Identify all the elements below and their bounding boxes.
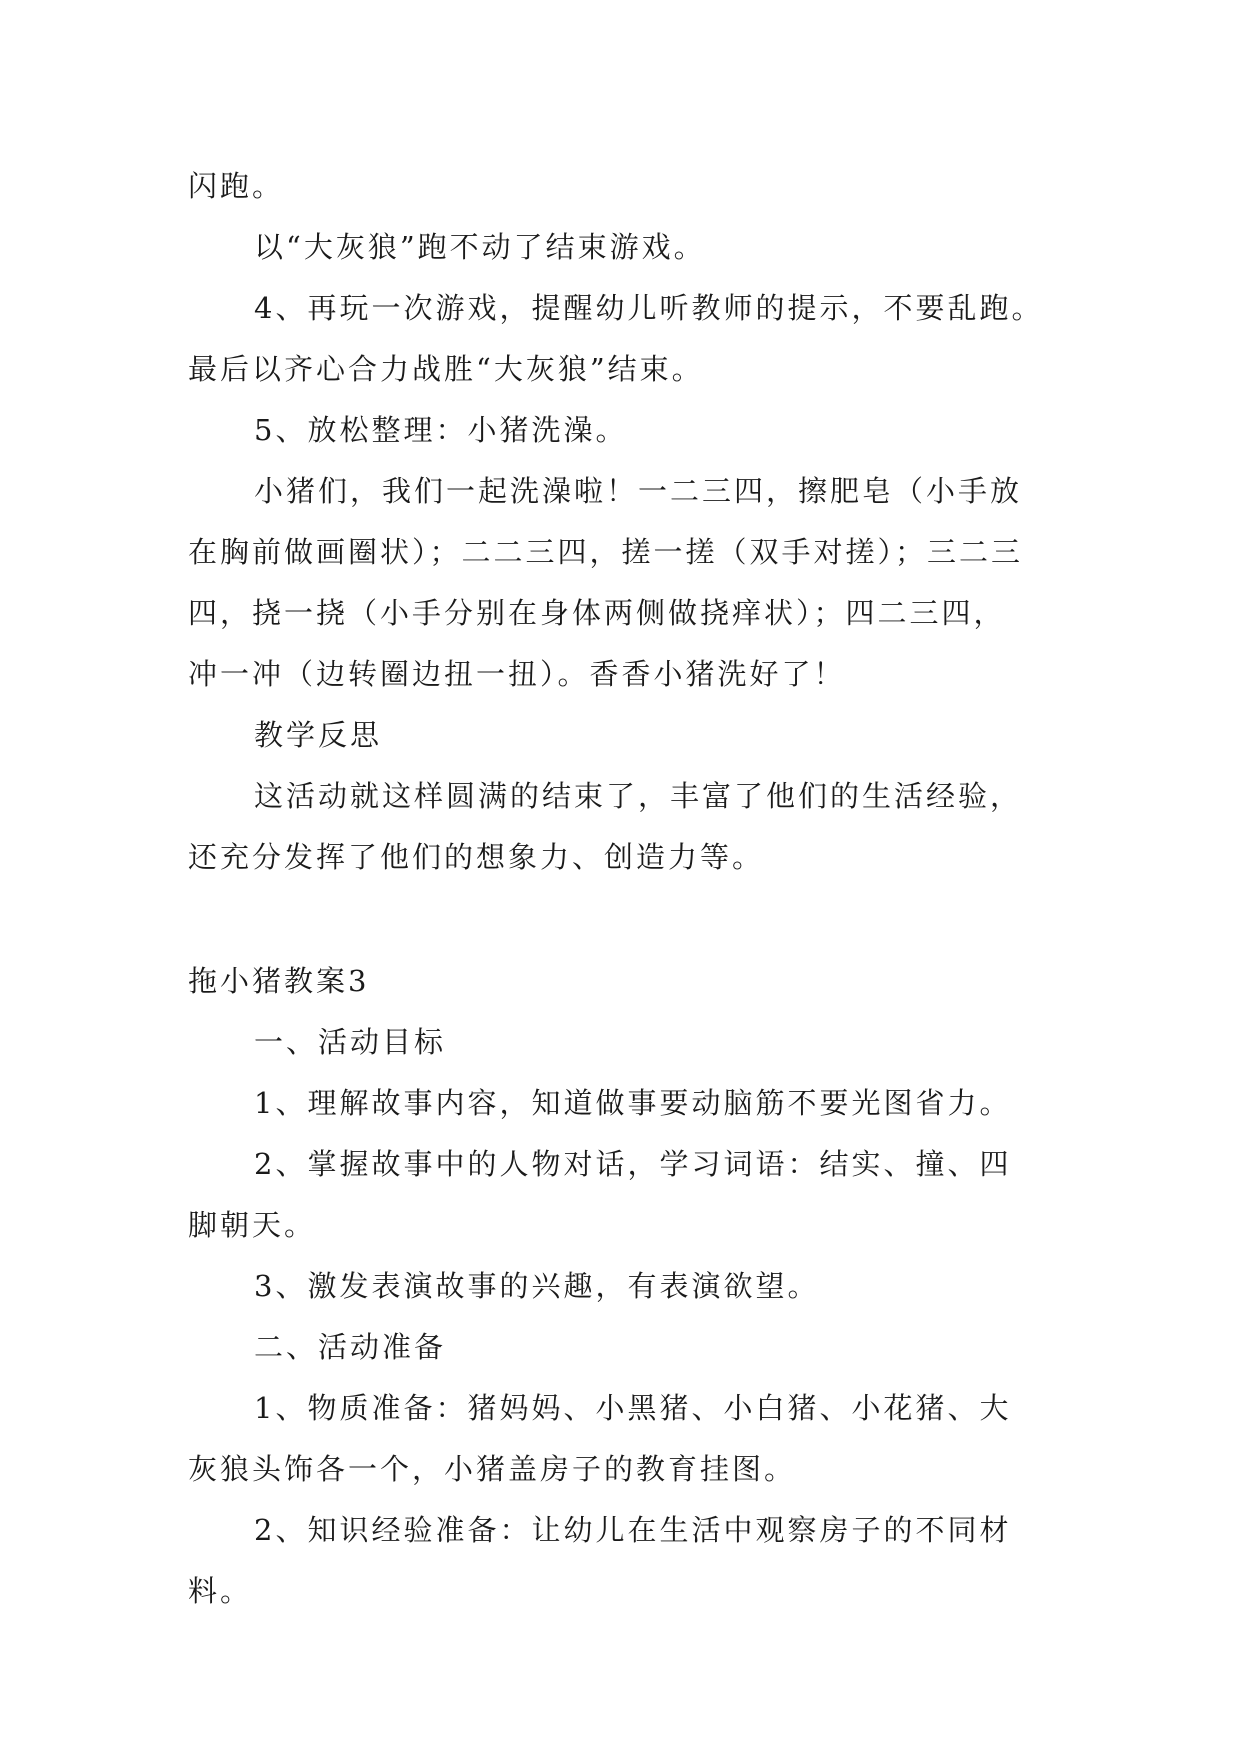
text-line: 闪跑。 xyxy=(188,169,285,203)
text-line: 最后以齐心合力战胜“大灰狼”结束。 xyxy=(188,352,704,386)
text-line: 1、理解故事内容，知道做事要动脑筋不要光图省力。 xyxy=(254,1086,1012,1120)
text-line: 1、物质准备：猪妈妈、小黑猪、小白猪、小花猪、大 xyxy=(254,1391,1012,1425)
text-line: 小猪们，我们一起洗澡啦！一二三四，擦肥皂（小手放 xyxy=(254,474,1023,508)
text-line: 脚朝天。 xyxy=(188,1208,317,1242)
text-line: 5、放松整理：小猪洗澡。 xyxy=(254,413,628,447)
text-line: 四，挠一挠（小手分别在身体两侧做挠痒状）；四二三四， xyxy=(188,596,1006,630)
text-line: 料。 xyxy=(188,1574,253,1608)
section-heading: 一、活动目标 xyxy=(254,1025,447,1059)
document-title: 拖小猪教案3 xyxy=(188,964,370,998)
text-line: 这活动就这样圆满的结束了，丰富了他们的生活经验， xyxy=(254,779,1023,813)
text-line: 冲一冲（边转圈边扭一扭）。香香小猪洗好了！ xyxy=(188,657,846,691)
text-line: 3、激发表演故事的兴趣，有表演欲望。 xyxy=(254,1269,820,1303)
text-line: 2、掌握故事中的人物对话，学习词语：结实、撞、四 xyxy=(254,1147,1012,1181)
text-line: 还充分发挥了他们的想象力、创造力等。 xyxy=(188,840,765,874)
document-body xyxy=(188,156,1048,1622)
text-line: 在胸前做画圈状）；二二三四，搓一搓（双手对搓）；三二三 xyxy=(188,535,1024,569)
text-line: 2、知识经验准备：让幼儿在生活中观察房子的不同材 xyxy=(254,1513,1012,1547)
text-line: 灰狼头饰各一个，小猪盖房子的教育挂图。 xyxy=(188,1452,797,1486)
text-line: 4、再玩一次游戏，提醒幼儿听教师的提示，不要乱跑。 xyxy=(254,291,1044,325)
section-gap xyxy=(188,888,1048,951)
section-heading: 教学反思 xyxy=(254,718,383,752)
section-heading: 二、活动准备 xyxy=(254,1330,447,1364)
text-line: 以“大灰狼”跑不动了结束游戏。 xyxy=(254,230,706,264)
